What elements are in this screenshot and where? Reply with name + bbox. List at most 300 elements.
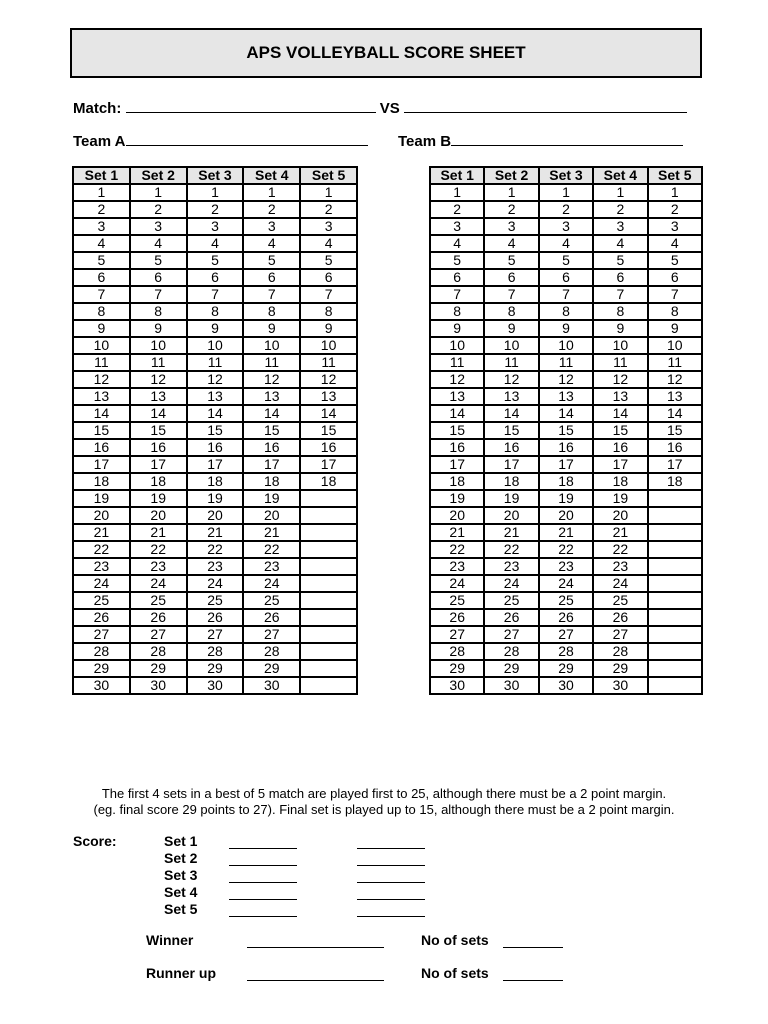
point-cell[interactable]: 5	[430, 252, 484, 269]
point-cell[interactable]: 23	[539, 558, 593, 575]
team-b-line[interactable]	[451, 131, 683, 146]
point-cell[interactable]: 17	[187, 456, 244, 473]
point-cell[interactable]: 15	[187, 422, 244, 439]
point-cell[interactable]: 17	[130, 456, 187, 473]
point-cell[interactable]: 11	[539, 354, 593, 371]
point-cell[interactable]: 15	[130, 422, 187, 439]
point-cell[interactable]: 13	[130, 388, 187, 405]
team-a-set-score-line[interactable]	[229, 848, 297, 849]
point-cell[interactable]: 8	[648, 303, 702, 320]
point-cell[interactable]: 22	[73, 541, 130, 558]
point-cell[interactable]: 14	[430, 405, 484, 422]
point-cell[interactable]: 21	[539, 524, 593, 541]
point-cell[interactable]: 20	[73, 507, 130, 524]
point-cell[interactable]: 6	[484, 269, 538, 286]
point-cell[interactable]: 7	[187, 286, 244, 303]
point-cell[interactable]: 1	[430, 184, 484, 201]
point-cell[interactable]: 2	[648, 201, 702, 218]
point-cell[interactable]: 5	[593, 252, 647, 269]
point-cell[interactable]: 13	[648, 388, 702, 405]
point-cell[interactable]: 27	[539, 626, 593, 643]
point-cell[interactable]: 28	[243, 643, 300, 660]
runner-up-no-of-sets-line[interactable]	[503, 980, 563, 981]
point-cell[interactable]: 26	[130, 609, 187, 626]
point-cell[interactable]: 12	[187, 371, 244, 388]
point-cell[interactable]	[300, 626, 357, 643]
point-cell[interactable]: 23	[484, 558, 538, 575]
point-cell[interactable]: 18	[484, 473, 538, 490]
point-cell[interactable]	[300, 660, 357, 677]
point-cell[interactable]: 1	[243, 184, 300, 201]
point-cell[interactable]: 26	[430, 609, 484, 626]
point-cell[interactable]	[300, 677, 357, 694]
point-cell[interactable]: 3	[130, 218, 187, 235]
point-cell[interactable]: 3	[539, 218, 593, 235]
point-cell[interactable]	[300, 541, 357, 558]
point-cell[interactable]: 8	[539, 303, 593, 320]
point-cell[interactable]: 15	[300, 422, 357, 439]
point-cell[interactable]: 27	[484, 626, 538, 643]
point-cell[interactable]: 4	[73, 235, 130, 252]
point-cell[interactable]: 16	[648, 439, 702, 456]
point-cell[interactable]: 19	[539, 490, 593, 507]
point-cell[interactable]: 9	[593, 320, 647, 337]
point-cell[interactable]: 30	[430, 677, 484, 694]
runner-up-line[interactable]	[247, 980, 384, 981]
point-cell[interactable]: 26	[243, 609, 300, 626]
point-cell[interactable]: 21	[484, 524, 538, 541]
point-cell[interactable]: 5	[243, 252, 300, 269]
point-cell[interactable]: 16	[187, 439, 244, 456]
point-cell[interactable]: 5	[539, 252, 593, 269]
point-cell[interactable]: 22	[593, 541, 647, 558]
point-cell[interactable]: 15	[430, 422, 484, 439]
point-cell[interactable]: 7	[539, 286, 593, 303]
point-cell[interactable]: 5	[130, 252, 187, 269]
point-cell[interactable]: 4	[243, 235, 300, 252]
point-cell[interactable]: 20	[593, 507, 647, 524]
point-cell[interactable]	[648, 660, 702, 677]
point-cell[interactable]: 2	[73, 201, 130, 218]
point-cell[interactable]: 25	[130, 592, 187, 609]
point-cell[interactable]	[300, 524, 357, 541]
point-cell[interactable]: 3	[243, 218, 300, 235]
point-cell[interactable]: 26	[539, 609, 593, 626]
point-cell[interactable]: 4	[484, 235, 538, 252]
point-cell[interactable]: 18	[539, 473, 593, 490]
point-cell[interactable]: 8	[187, 303, 244, 320]
point-cell[interactable]: 11	[243, 354, 300, 371]
point-cell[interactable]: 1	[648, 184, 702, 201]
point-cell[interactable]: 22	[484, 541, 538, 558]
point-cell[interactable]: 29	[430, 660, 484, 677]
point-cell[interactable]: 9	[187, 320, 244, 337]
point-cell[interactable]: 27	[593, 626, 647, 643]
point-cell[interactable]: 6	[300, 269, 357, 286]
point-cell[interactable]: 30	[484, 677, 538, 694]
point-cell[interactable]: 1	[130, 184, 187, 201]
point-cell[interactable]: 18	[73, 473, 130, 490]
point-cell[interactable]: 1	[539, 184, 593, 201]
point-cell[interactable]: 1	[73, 184, 130, 201]
team-a-set-score-line[interactable]	[229, 865, 297, 866]
point-cell[interactable]: 29	[484, 660, 538, 677]
point-cell[interactable]: 2	[539, 201, 593, 218]
point-cell[interactable]: 6	[593, 269, 647, 286]
point-cell[interactable]: 24	[593, 575, 647, 592]
team-a-line[interactable]	[126, 131, 368, 146]
point-cell[interactable]: 23	[593, 558, 647, 575]
point-cell[interactable]: 5	[300, 252, 357, 269]
point-cell[interactable]: 9	[73, 320, 130, 337]
point-cell[interactable]: 4	[430, 235, 484, 252]
point-cell[interactable]: 17	[300, 456, 357, 473]
point-cell[interactable]: 10	[430, 337, 484, 354]
point-cell[interactable]: 25	[430, 592, 484, 609]
point-cell[interactable]: 12	[484, 371, 538, 388]
point-cell[interactable]: 29	[243, 660, 300, 677]
point-cell[interactable]: 1	[593, 184, 647, 201]
point-cell[interactable]: 2	[243, 201, 300, 218]
point-cell[interactable]: 10	[539, 337, 593, 354]
point-cell[interactable]: 11	[593, 354, 647, 371]
point-cell[interactable]: 10	[243, 337, 300, 354]
point-cell[interactable]: 30	[593, 677, 647, 694]
point-cell[interactable]: 8	[73, 303, 130, 320]
point-cell[interactable]: 1	[300, 184, 357, 201]
point-cell[interactable]: 7	[484, 286, 538, 303]
point-cell[interactable]: 10	[187, 337, 244, 354]
point-cell[interactable]	[300, 575, 357, 592]
point-cell[interactable]	[648, 575, 702, 592]
point-cell[interactable]	[648, 626, 702, 643]
point-cell[interactable]: 15	[539, 422, 593, 439]
point-cell[interactable]: 23	[243, 558, 300, 575]
point-cell[interactable]: 13	[484, 388, 538, 405]
point-cell[interactable]: 6	[648, 269, 702, 286]
team-a-set-score-line[interactable]	[229, 916, 297, 917]
point-cell[interactable]: 18	[593, 473, 647, 490]
point-cell[interactable]: 6	[430, 269, 484, 286]
point-cell[interactable]: 24	[539, 575, 593, 592]
point-cell[interactable]: 10	[130, 337, 187, 354]
winner-line[interactable]	[247, 947, 384, 948]
team-b-set-score-line[interactable]	[357, 865, 425, 866]
point-cell[interactable]: 10	[648, 337, 702, 354]
point-cell[interactable]: 28	[593, 643, 647, 660]
point-cell[interactable]: 15	[484, 422, 538, 439]
point-cell[interactable]: 25	[484, 592, 538, 609]
team-b-set-score-line[interactable]	[357, 899, 425, 900]
point-cell[interactable]: 15	[648, 422, 702, 439]
point-cell[interactable]: 10	[593, 337, 647, 354]
point-cell[interactable]: 5	[187, 252, 244, 269]
point-cell[interactable]: 4	[648, 235, 702, 252]
point-cell[interactable]	[648, 541, 702, 558]
point-cell[interactable]: 30	[130, 677, 187, 694]
point-cell[interactable]: 18	[187, 473, 244, 490]
point-cell[interactable]: 28	[187, 643, 244, 660]
point-cell[interactable]: 29	[539, 660, 593, 677]
point-cell[interactable]: 16	[73, 439, 130, 456]
point-cell[interactable]: 21	[130, 524, 187, 541]
point-cell[interactable]: 18	[243, 473, 300, 490]
match-team-1-line[interactable]	[126, 98, 376, 113]
point-cell[interactable]: 9	[243, 320, 300, 337]
point-cell[interactable]: 2	[593, 201, 647, 218]
point-cell[interactable]: 14	[539, 405, 593, 422]
point-cell[interactable]: 3	[187, 218, 244, 235]
point-cell[interactable]: 19	[187, 490, 244, 507]
point-cell[interactable]: 13	[73, 388, 130, 405]
point-cell[interactable]: 28	[430, 643, 484, 660]
point-cell[interactable]: 4	[593, 235, 647, 252]
point-cell[interactable]	[648, 677, 702, 694]
point-cell[interactable]: 14	[130, 405, 187, 422]
point-cell[interactable]: 22	[430, 541, 484, 558]
point-cell[interactable]: 3	[484, 218, 538, 235]
point-cell[interactable]: 19	[130, 490, 187, 507]
point-cell[interactable]: 24	[130, 575, 187, 592]
point-cell[interactable]: 3	[593, 218, 647, 235]
point-cell[interactable]: 14	[187, 405, 244, 422]
point-cell[interactable]: 11	[73, 354, 130, 371]
point-cell[interactable]: 25	[243, 592, 300, 609]
point-cell[interactable]	[648, 490, 702, 507]
point-cell[interactable]: 12	[648, 371, 702, 388]
team-a-set-score-line[interactable]	[229, 882, 297, 883]
point-cell[interactable]: 21	[430, 524, 484, 541]
point-cell[interactable]: 24	[187, 575, 244, 592]
point-cell[interactable]	[300, 490, 357, 507]
point-cell[interactable]: 7	[300, 286, 357, 303]
point-cell[interactable]: 11	[648, 354, 702, 371]
point-cell[interactable]: 13	[539, 388, 593, 405]
point-cell[interactable]: 19	[593, 490, 647, 507]
point-cell[interactable]: 11	[430, 354, 484, 371]
point-cell[interactable]: 5	[484, 252, 538, 269]
point-cell[interactable]: 6	[539, 269, 593, 286]
point-cell[interactable]: 27	[130, 626, 187, 643]
point-cell[interactable]: 17	[243, 456, 300, 473]
point-cell[interactable]	[300, 643, 357, 660]
point-cell[interactable]	[648, 609, 702, 626]
point-cell[interactable]: 9	[430, 320, 484, 337]
point-cell[interactable]: 11	[187, 354, 244, 371]
point-cell[interactable]: 8	[484, 303, 538, 320]
point-cell[interactable]: 20	[130, 507, 187, 524]
point-cell[interactable]: 15	[243, 422, 300, 439]
point-cell[interactable]: 11	[130, 354, 187, 371]
team-b-set-score-line[interactable]	[357, 916, 425, 917]
point-cell[interactable]: 12	[430, 371, 484, 388]
point-cell[interactable]: 26	[73, 609, 130, 626]
point-cell[interactable]: 14	[243, 405, 300, 422]
point-cell[interactable]: 14	[593, 405, 647, 422]
team-b-set-score-line[interactable]	[357, 848, 425, 849]
point-cell[interactable]: 25	[593, 592, 647, 609]
point-cell[interactable]: 22	[130, 541, 187, 558]
point-cell[interactable]: 3	[73, 218, 130, 235]
point-cell[interactable]: 3	[648, 218, 702, 235]
point-cell[interactable]: 9	[648, 320, 702, 337]
point-cell[interactable]: 19	[430, 490, 484, 507]
point-cell[interactable]: 17	[648, 456, 702, 473]
point-cell[interactable]: 29	[130, 660, 187, 677]
point-cell[interactable]: 7	[593, 286, 647, 303]
point-cell[interactable]: 28	[484, 643, 538, 660]
point-cell[interactable]	[300, 609, 357, 626]
point-cell[interactable]: 11	[300, 354, 357, 371]
winner-no-of-sets-line[interactable]	[503, 947, 563, 948]
point-cell[interactable]: 21	[593, 524, 647, 541]
point-cell[interactable]: 4	[539, 235, 593, 252]
point-cell[interactable]: 29	[187, 660, 244, 677]
point-cell[interactable]: 9	[130, 320, 187, 337]
point-cell[interactable]: 15	[73, 422, 130, 439]
point-cell[interactable]: 12	[243, 371, 300, 388]
point-cell[interactable]: 12	[593, 371, 647, 388]
team-a-set-score-line[interactable]	[229, 899, 297, 900]
point-cell[interactable]: 24	[243, 575, 300, 592]
point-cell[interactable]: 8	[243, 303, 300, 320]
point-cell[interactable]: 25	[73, 592, 130, 609]
point-cell[interactable]: 10	[73, 337, 130, 354]
point-cell[interactable]: 28	[73, 643, 130, 660]
point-cell[interactable]: 12	[539, 371, 593, 388]
point-cell[interactable]: 28	[539, 643, 593, 660]
point-cell[interactable]: 20	[484, 507, 538, 524]
point-cell[interactable]: 2	[484, 201, 538, 218]
point-cell[interactable]: 12	[130, 371, 187, 388]
point-cell[interactable]: 4	[187, 235, 244, 252]
point-cell[interactable]: 24	[430, 575, 484, 592]
match-team-2-line[interactable]	[404, 98, 687, 113]
point-cell[interactable]: 27	[73, 626, 130, 643]
point-cell[interactable]: 19	[73, 490, 130, 507]
point-cell[interactable]: 9	[484, 320, 538, 337]
point-cell[interactable]: 4	[300, 235, 357, 252]
point-cell[interactable]	[648, 643, 702, 660]
point-cell[interactable]: 21	[243, 524, 300, 541]
point-cell[interactable]: 23	[130, 558, 187, 575]
point-cell[interactable]: 2	[130, 201, 187, 218]
point-cell[interactable]: 11	[484, 354, 538, 371]
point-cell[interactable]: 6	[73, 269, 130, 286]
point-cell[interactable]: 29	[593, 660, 647, 677]
point-cell[interactable]: 18	[130, 473, 187, 490]
point-cell[interactable]	[648, 524, 702, 541]
point-cell[interactable]: 3	[430, 218, 484, 235]
point-cell[interactable]: 13	[187, 388, 244, 405]
point-cell[interactable]: 16	[539, 439, 593, 456]
point-cell[interactable]: 26	[187, 609, 244, 626]
point-cell[interactable]	[300, 558, 357, 575]
point-cell[interactable]: 20	[187, 507, 244, 524]
point-cell[interactable]: 8	[430, 303, 484, 320]
point-cell[interactable]: 27	[243, 626, 300, 643]
point-cell[interactable]: 7	[73, 286, 130, 303]
point-cell[interactable]: 6	[243, 269, 300, 286]
point-cell[interactable]: 13	[430, 388, 484, 405]
point-cell[interactable]: 14	[648, 405, 702, 422]
point-cell[interactable]: 23	[73, 558, 130, 575]
point-cell[interactable]: 19	[243, 490, 300, 507]
point-cell[interactable]: 14	[484, 405, 538, 422]
point-cell[interactable]: 23	[187, 558, 244, 575]
point-cell[interactable]: 5	[73, 252, 130, 269]
point-cell[interactable]: 17	[73, 456, 130, 473]
point-cell[interactable]: 8	[300, 303, 357, 320]
point-cell[interactable]: 17	[539, 456, 593, 473]
point-cell[interactable]: 26	[484, 609, 538, 626]
point-cell[interactable]: 7	[130, 286, 187, 303]
point-cell[interactable]: 8	[593, 303, 647, 320]
team-b-set-score-line[interactable]	[357, 882, 425, 883]
point-cell[interactable]: 18	[300, 473, 357, 490]
point-cell[interactable]: 24	[73, 575, 130, 592]
point-cell[interactable]: 9	[539, 320, 593, 337]
point-cell[interactable]: 16	[130, 439, 187, 456]
point-cell[interactable]: 4	[130, 235, 187, 252]
point-cell[interactable]: 22	[187, 541, 244, 558]
point-cell[interactable]: 12	[300, 371, 357, 388]
point-cell[interactable]: 3	[300, 218, 357, 235]
point-cell[interactable]: 26	[593, 609, 647, 626]
point-cell[interactable]: 8	[130, 303, 187, 320]
point-cell[interactable]: 21	[73, 524, 130, 541]
point-cell[interactable]: 18	[648, 473, 702, 490]
point-cell[interactable]: 7	[430, 286, 484, 303]
point-cell[interactable]: 5	[648, 252, 702, 269]
point-cell[interactable]: 30	[187, 677, 244, 694]
point-cell[interactable]: 17	[430, 456, 484, 473]
point-cell[interactable]: 16	[484, 439, 538, 456]
point-cell[interactable]: 20	[430, 507, 484, 524]
point-cell[interactable]: 20	[243, 507, 300, 524]
point-cell[interactable]: 16	[300, 439, 357, 456]
point-cell[interactable]: 21	[187, 524, 244, 541]
point-cell[interactable]: 22	[539, 541, 593, 558]
point-cell[interactable]: 17	[484, 456, 538, 473]
point-cell[interactable]: 25	[539, 592, 593, 609]
point-cell[interactable]: 30	[73, 677, 130, 694]
point-cell[interactable]	[648, 507, 702, 524]
point-cell[interactable]: 10	[484, 337, 538, 354]
point-cell[interactable]: 1	[187, 184, 244, 201]
point-cell[interactable]	[648, 558, 702, 575]
point-cell[interactable]: 18	[430, 473, 484, 490]
point-cell[interactable]: 16	[593, 439, 647, 456]
point-cell[interactable]: 23	[430, 558, 484, 575]
point-cell[interactable]	[300, 507, 357, 524]
point-cell[interactable]: 2	[187, 201, 244, 218]
point-cell[interactable]: 16	[430, 439, 484, 456]
point-cell[interactable]: 24	[484, 575, 538, 592]
point-cell[interactable]: 13	[300, 388, 357, 405]
point-cell[interactable]: 9	[300, 320, 357, 337]
point-cell[interactable]: 14	[73, 405, 130, 422]
point-cell[interactable]: 6	[130, 269, 187, 286]
point-cell[interactable]: 20	[539, 507, 593, 524]
point-cell[interactable]: 19	[484, 490, 538, 507]
point-cell[interactable]: 28	[130, 643, 187, 660]
point-cell[interactable]: 29	[73, 660, 130, 677]
point-cell[interactable]: 22	[243, 541, 300, 558]
point-cell[interactable]: 2	[430, 201, 484, 218]
point-cell[interactable]: 7	[648, 286, 702, 303]
point-cell[interactable]: 16	[243, 439, 300, 456]
